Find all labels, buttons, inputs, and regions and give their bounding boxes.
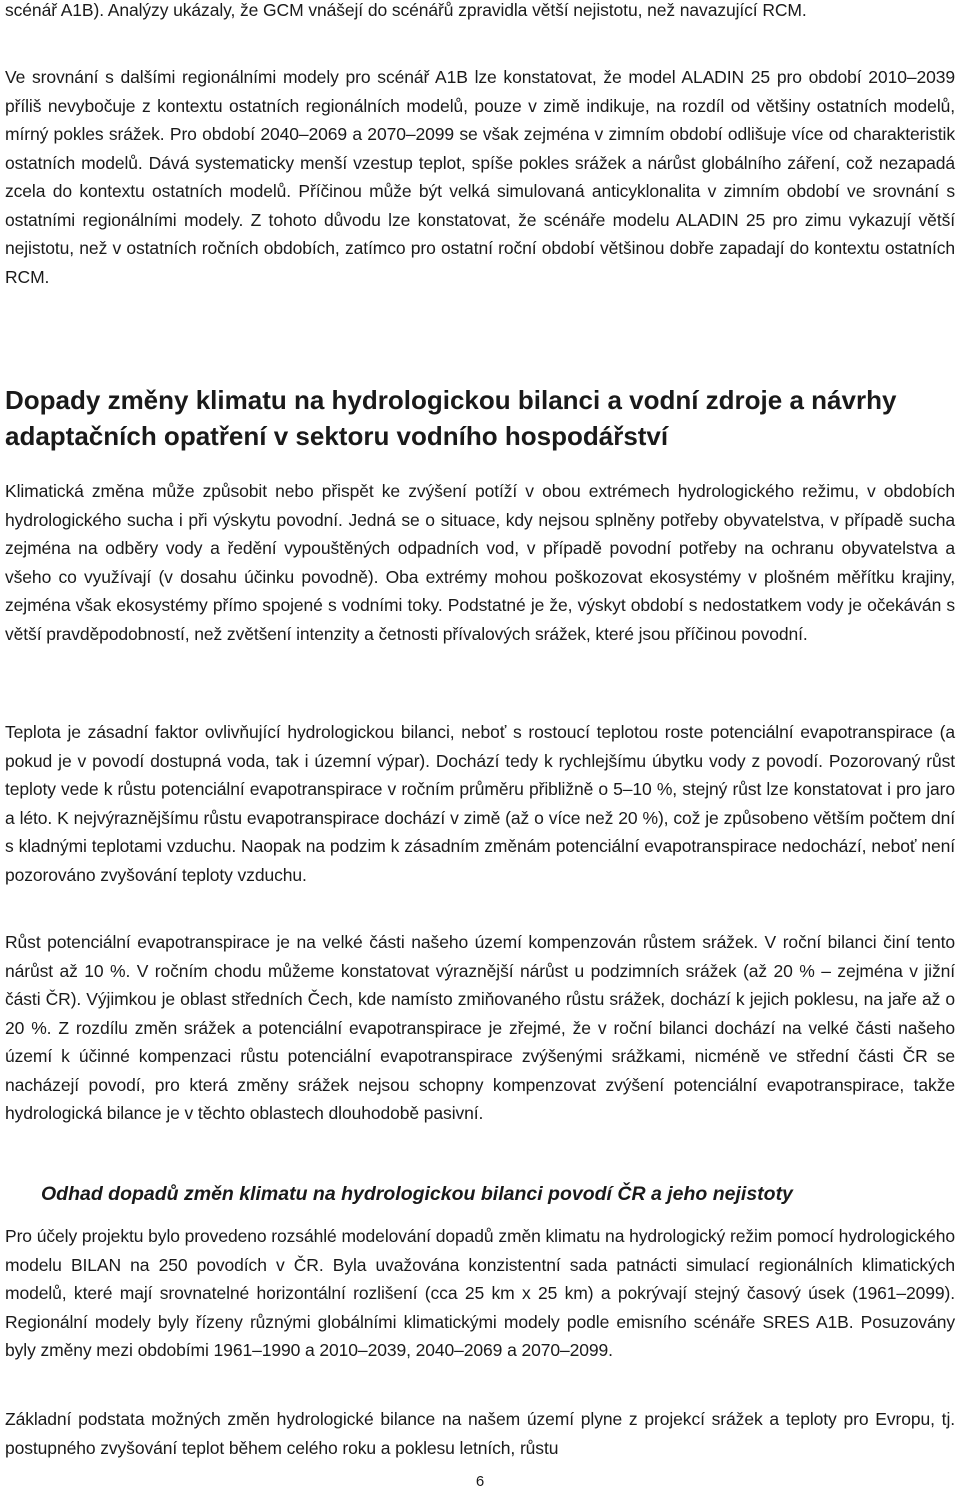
paragraph-evapotranspiration-growth: Růst potenciální evapotranspirace je na velké části našeho území kompenzován růstem srážek. V roční bilanci činí tento nárůst až 10 %. V ročním chodu můžeme konstatovat výraznější nárůst u podzimních srážek (až 20 % – zejména v jižní části ČR). Výjimkou je oblast středních Čech, kde namísto zmiňovaného růstu srážek, dochází k jejich poklesu, na jaře až o 20 %. Z rozdílu změn srážek a potenciální evapotranspirace je zřejmé, že v roční bilanci dochází na velké části našeho území k účinné kompenzaci růstu potenciální evapotranspirace zvýšenými srážkami, nicméně ve střední části ČR se nacházejí povodí, pro která změny srážek nejsou schopny kompenzovat zvýšení potenciální evapotranspirace, takže hydrologická bilance je v těchto oblastech dlouhodobě pasivní.: [5, 932, 955, 1123]
section-heading: Dopady změny klimatu na hydrologickou bilanci a vodní zdroje a návrhy adaptačních opatření v sektoru vodního hospodářství: [5, 385, 897, 451]
paragraph-climate-change: Klimatická změna může způsobit nebo přispět ke zvýšení potíží v obou extrémech hydrologického režimu, v obdobích hydrologického sucha i při výskytu povodní. Jedná se o situace, kdy nejsou splněny potřeby obyvatelstva, v případě sucha zejména na odběry vody a ředění vypouštěných odpadních vod, v případě povodní potřeby na ochranu obyvatelstva a všeho co využívají (v dosahu účinku povodně). Oba extrémy mohou poškozovat ekosystémy v plošném měřítku krajiny, zejména však ekosystémy přímo spojené s vodními toky. Podstatné je že, výskyt období s nedostatkem vody je očekáván s větší pravděpodobností, než zvětšení intenzity a četnosti přívalových srážek, které jsou příčinou povodní.: [5, 481, 955, 644]
paragraph-aladin-comparison: Ve srovnání s dalšími regionálními modely pro scénář A1B lze konstatovat, že model ALADIN 25 pro období 2010–2039 příliš nevybočuje z kontextu ostatních regionálních modelů, pouze v zimě indikuje, na rozdíl od většiny ostatních modelů, mírný pokles srážek. Pro období 2040–2069 a 2070–2099 se však zejména v zimním období odlišuje více od charakteristik ostatních modelů. Dává systematicky menší vzestup teplot, spíše pokles srážek a nárůst globálního záření, což nezapadá zcela do kontextu ostatních modelů. Příčinou může být velká simulovaná anticyklonalita v zimním období ve srovnání s ostatními regionálními modely. Z tohoto důvodu lze konstatovat, že scénáře modelu ALADIN 25 pro zimu vykazují větší nejistotu, než v ostatních ročních obdobích, zatímco pro ostatní roční období většinou dobře zapadají do kontextu ostatních RCM.: [5, 67, 955, 287]
paragraph-temperature: Teplota je zásadní faktor ovlivňující hydrologickou bilanci, neboť s rostoucí teplotou roste potenciální evapotranspirace (a pokud je v povodí dostupná voda, tak i územní výpar). Dochází tedy k rychlejšímu úbytku vody z povodí. Pozorovaný růst teploty vede k růstu potenciální evapotranspirace v ročním průměru přibližně o 5–10 %, stejný růst lze konstatovat i pro jaro a léto. K nejvýraznějšímu růstu evapotranspirace dochází v zimě (až o více než 20 %), což je způsobeno větším počtem dní s kladnými teplotami vzduchu. Naopak na podzim k zásadním změnám potenciální evapotranspirace nedochází, neboť není pozorováno zvyšování teploty vzduchu.: [5, 722, 955, 885]
paragraph-basic-principle: Základní podstata možných změn hydrologické bilance na našem území plyne z projekcí srážek a teploty pro Evropu, tj. postupného zvyšování teplot během celého roku a poklesu letních, růstu: [5, 1409, 955, 1458]
subsection-heading: Odhad dopadů změn klimatu na hydrologickou bilanci povodí ČR a jeho nejistoty: [41, 1183, 793, 1205]
page-number: 6: [475, 1473, 485, 1490]
paragraph-project-purpose: Pro účely projektu bylo provedeno rozsáhlé modelování dopadů změn klimatu na hydrologický režim pomocí hydrologického modelu BILAN na 250 povodích v ČR. Byla uvažována konzistentní sada patnácti simulací regionálních klimatických modelů, které mají srovnatelné horizontální rozlišení (cca 25 km x 25 km) a pokrývají stejný časový úsek (1961–2099). Regionální modely byly řízeny různými globálními klimatickými modely podle emisního scénáře SRES A1B. Posuzovány byly změny mezi obdobími 1961–1990 a 2010–2039, 2040–2069 a 2070–2099.: [5, 1226, 955, 1360]
paragraph-intro: scénář A1B). Analýzy ukázaly, že GCM vnášejí do scénářů zpravidla větší nejistotu, než navazující RCM.: [5, 0, 807, 20]
